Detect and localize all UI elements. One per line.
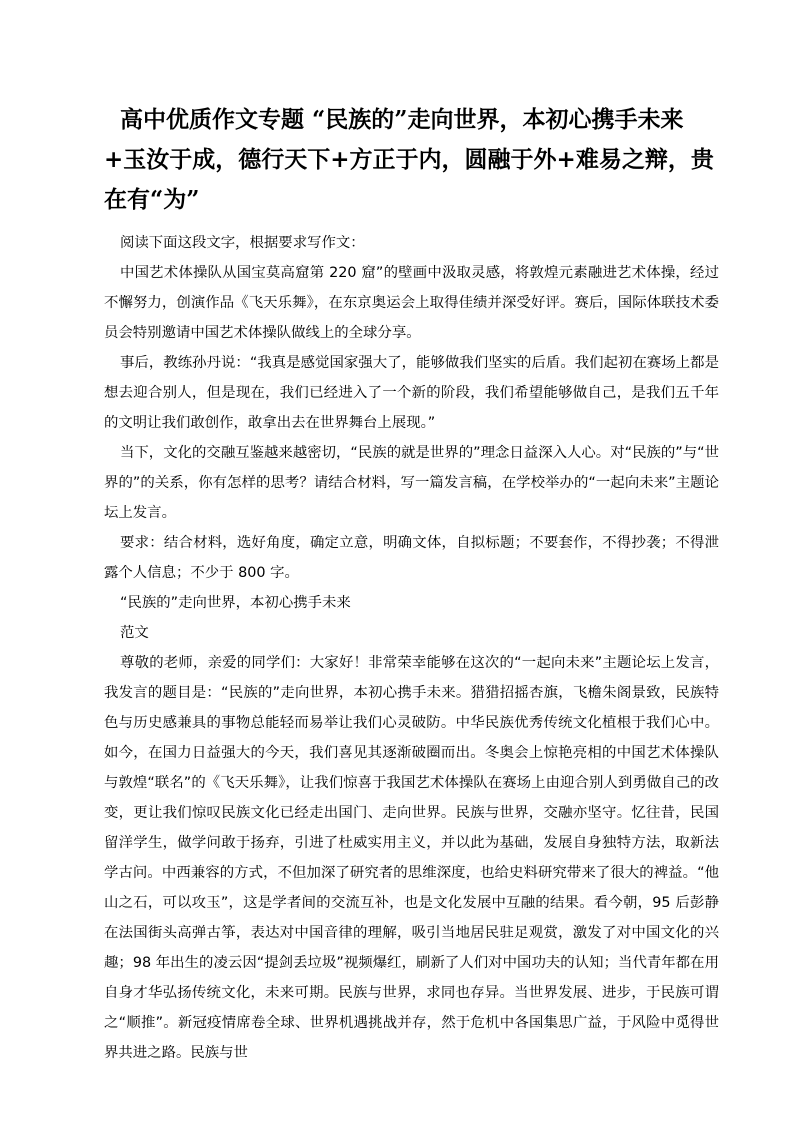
- material-paragraph-1: 中国艺术体操队从国宝莫高窟第 220 窟”的壁画中汲取灵感，将敦煌元素融进艺术体操，经过不懈努力，创演作品《飞天乐舞》，在东京奥运会上取得佳绩并深受好评。赛后，国际体联技术委员会特别邀请中国艺术体操队做线上的全球分享。: [104, 265, 719, 341]
- requirements-paragraph: 要求：结合材料，选好角度，确定立意，明确文体，自拟标题；不要套作，不得抄袭；不得泄露个人信息；不少于 800 字。: [104, 535, 719, 581]
- sample-label: 范文: [120, 625, 149, 641]
- essay-body-paragraph: 尊敬的老师，亲爱的同学们：大家好！非常荣幸能够在这次的“一起向未来”主题论坛上发言，我发言的题目是：“民族的”走向世界，本初心携手未来。猎猎招摇杏旗，飞檐朱阁景致，民族特色与历史感兼具的事物总能轻而易举让我们心灵破防。中华民族优秀传统文化植根于我们心中。如今，在国力日益强大的今天，我们喜见其逐渐破圈而出。冬奥会上惊艳亮相的中国艺术体操队与敦煌“联名”的《飞天乐舞》，让我们惊喜于我国艺术体操队在赛场上由迎合别人到勇做自己的改变，更让我们惊叹民族文化已经走出国门、走向世界。民族与世界，交融亦坚守。忆往昔，民国留洋学生，做学问敢于扬弃，引进了杜威实用主义，并以此为基础，发展自身独特方法，取新法学古问。中西兼容的方式，不但加深了研究者的思维深度，也给史料研究带来了很大的裨益。“他山之石，可以攻玉”，这是学者间的交流互补，也是文化发展中互融的结果。看今朝，95 后彭静在法国街头高弹古筝，表达对中国音律的理解，吸引当地居民驻足观赏，激发了对中国文化的兴趣；98 年出生的凌云因“提剑丢垃圾”视频爆红，刷新了人们对中国功夫的认知；当代青年都在用自身才华弘扬传统文化，未来可期。民族与世界，求同也存异。当世界发展、进步，于民族可谓之“顺推”。新冠疫情席卷全球、世界机遇挑战并存，然于危机中各国集思广益，于风险中觅得世界共进之路。民族与世: [104, 655, 719, 1061]
- prompt-paragraph: 当下，文化的交融互鉴越来越密切，“民族的就是世界的”理念日益深入人心。对“民族的”与“世界的”的关系，你有怎样的思考？请结合材料，写一篇发言稿，在学校举办的“一起向未来”主题论坛上发言。: [104, 445, 719, 521]
- document-body: [104, 228, 719, 1068]
- document-title: 高中优质作文专题 “民族的”走向世界，本初心携手未来+玉汝于成，德行天下+方正于内，圆融于外+难易之辩，贵在有“为”: [104, 106, 714, 213]
- instruction-paragraph: 阅读下面这段文字，根据要求写作文：: [120, 235, 365, 251]
- essay-title: “民族的”走向世界，本初心携手未来: [120, 595, 351, 611]
- material-paragraph-2: 事后，教练孙丹说：“我真是感觉国家强大了，能够做我们坚实的后盾。我们起初在赛场上都是想去迎合别人，但是现在，我们已经进入了一个新的阶段，我们希望能够做自己，是我们五千年的文明让我们敢创作，敢拿出去在世界舞台上展现。”: [104, 355, 719, 431]
